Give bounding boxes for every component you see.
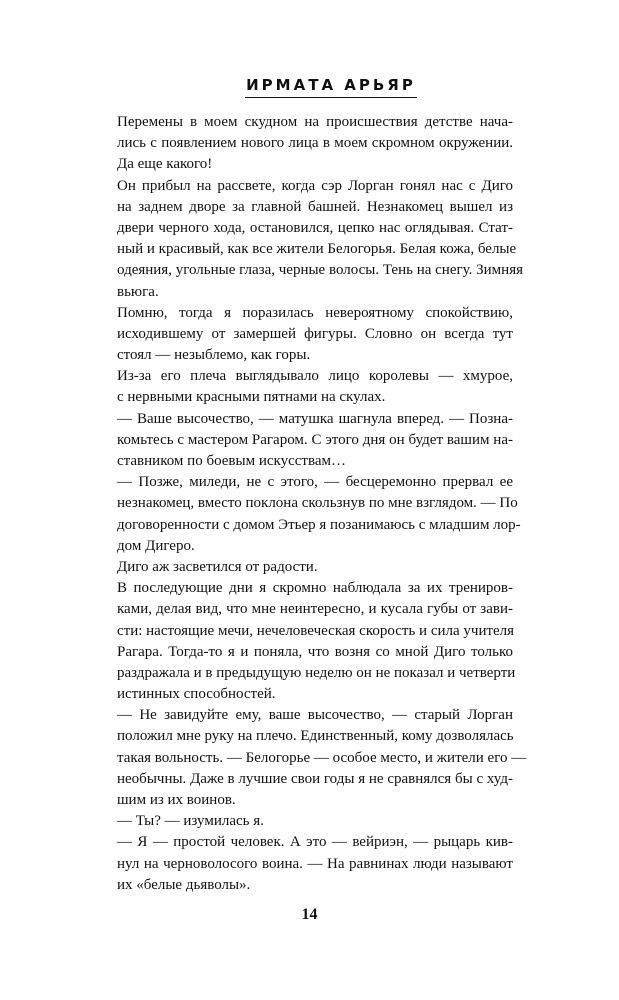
text-line: — Я — простой человек. А это — вейриэн, — рыцарь кив- (117, 834, 513, 851)
text-line: двери черного хода, остановился, цепко нас оглядывая. Стат- (117, 219, 513, 236)
text-line: шим из их воинов. (117, 792, 236, 808)
page-number: 14 (301, 906, 318, 923)
text-line: — Позже, миледи, не с этого, — бесцеремонно прервал ее (117, 474, 513, 491)
text-line: Диго аж засветился от радости. (117, 558, 318, 575)
text-line: Перемены в моем скудном на происшествия детстве нача- (117, 114, 513, 130)
text-line: стоял — незыблемо, как горы. (117, 347, 311, 364)
text-line: — Не завидуйте ему, ваше высочество, — старый Лорган (117, 707, 513, 724)
text-line: раздражала и в предыдущую неделю он не показал и четверти (117, 664, 516, 681)
text-line: сти: настоящие мечи, нечеловеческая скорость и сила учителя (117, 622, 515, 639)
text-line: положил мне руку на плечо. Единственный, кому дозволялась (117, 728, 514, 745)
text-line: незнакомец, вместо поклона скользнув по мне взглядом. — По (117, 495, 518, 512)
running-title: ИРМАТА АРЬЯР (246, 76, 416, 94)
text-line: ставником по боевым искусствам… (117, 453, 346, 469)
text-line: необычны. Даже в лучшие свои годы я не сравнялся бы с худ- (117, 770, 513, 787)
text-line: ный и красивый, как все жители Белогорья. Белая кожа, белые (117, 241, 517, 258)
text-line: комьтесь с мастером Рагаром. С этого дня он будет вашим на- (117, 431, 513, 448)
text-line: договоренности с домом Этьер я позанимаюсь с младшим лор- (117, 516, 521, 533)
text-line: Из-за его плеча выглядывало лицо королевы — хмурое, (117, 368, 513, 385)
text-line: истинных способностей. (117, 686, 276, 703)
text-line: лись с появлением нового лица в моем скромном окружении. (117, 135, 513, 152)
text-line: В последующие дни я скромно наблюдала за их трениров- (117, 580, 513, 597)
text-line: их «белые дьяволы». (117, 876, 251, 893)
text-line: Рагара. Тогда-то я и поняла, что возня со мной Диго только (117, 643, 513, 660)
text-line: ками, делая вид, что мне неинтересно, и кусала губы от зави- (117, 601, 513, 618)
text-line: Помню, тогда я поразилась невероятному спокойствию, (117, 304, 513, 321)
text-line: — Ты? — изумилась я. (117, 813, 264, 830)
text-line: такая вольность. — Белогорье — особое место, и жители его — (117, 749, 527, 766)
running-head (245, 74, 417, 102)
text-line: на заднем дворе за главной башней. Незнакомец вышел из (117, 198, 513, 215)
text-line: с нервными красными пятнами на скулах. (117, 389, 386, 406)
text-line: исходившему от замершей фигуры. Словно он всегда тут (117, 325, 513, 342)
text-line: Он прибыл на рассвете, когда сэр Лорган гонял нас с Диго (117, 177, 513, 194)
body-text (117, 112, 527, 896)
text-line: одеяния, угольные глаза, черные волосы. Тень на снегу. Зимняя (117, 262, 523, 279)
text-line: нул на черноволосого воина. — На равнинах люди называют (117, 855, 513, 872)
header-rule (245, 97, 417, 98)
text-line: Да еще какого! (117, 156, 213, 173)
text-line: дом Дигеро. (117, 537, 195, 554)
text-line: — Ваше высочество, — матушка шагнула вперед. — Позна- (117, 410, 513, 427)
text-line: вьюга. (117, 283, 159, 300)
